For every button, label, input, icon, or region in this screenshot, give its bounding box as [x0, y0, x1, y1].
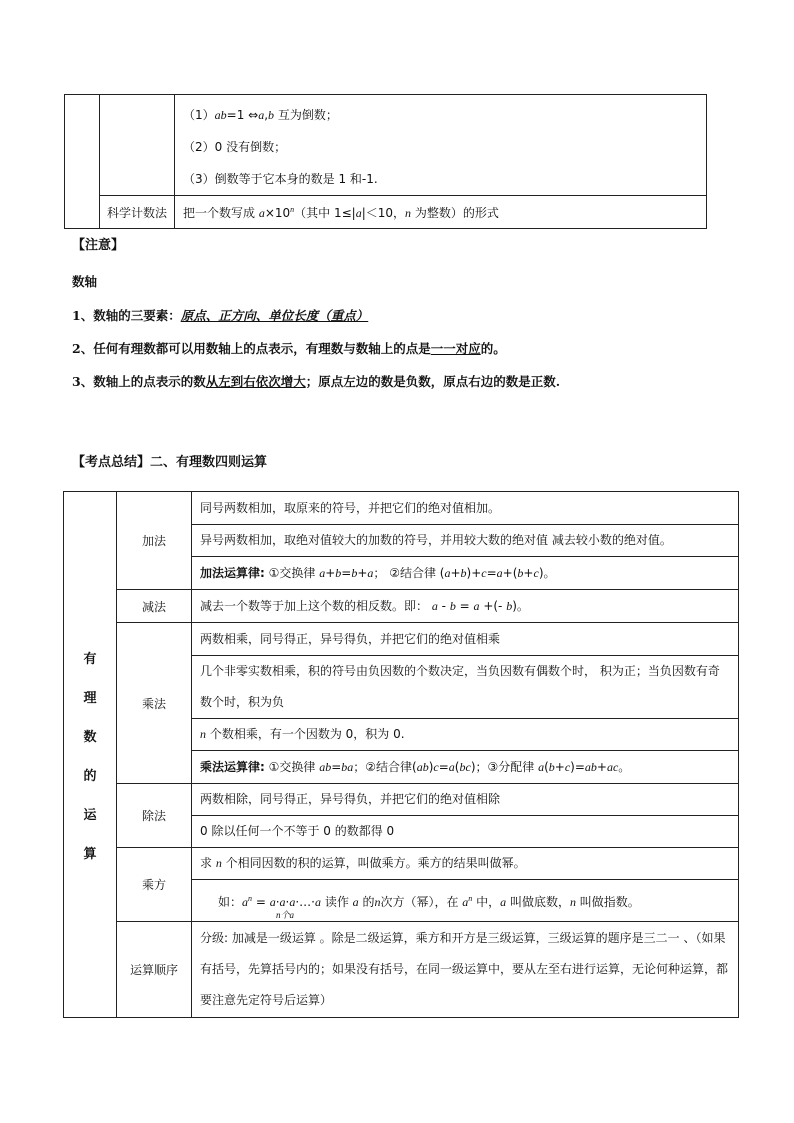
table-cell-blank [100, 95, 175, 196]
multiplication-rule-1: 两数相乘，同号得正，异号得负，并把它们的绝对值相乘 [192, 623, 739, 656]
section-title: 【考点总结】二、有理数四则运算 [72, 455, 268, 470]
table-cell-blank [65, 95, 100, 229]
subtraction-rule: 减去一个数等于加上这个数的相反数。即： a - b = a +(- b)。 [192, 590, 739, 623]
note-line-1: 1、数轴的三要素：原点、正方向、单位长度（重点） [72, 308, 369, 323]
note-heading: 【注意】 [72, 238, 125, 253]
multiplication-law: 乘法运算律: ①交换律 ab=ba；②结合律(ab)c=a(bc)；③分配律 a(b+c)=ab+ac。 [192, 751, 739, 784]
table-row [64, 590, 739, 623]
power-label: 乘方 [117, 848, 192, 922]
reciprocal-rule-1: （1）ab=1 ⇔a,b 互为倒数； [183, 108, 338, 122]
reciprocal-rule-3: （3）倒数等于它本身的数是 1 和-1. [183, 172, 378, 186]
table-row [65, 196, 707, 229]
multiplication-rule-3: n 个数相乘，有一个因数为 0，积为 0. [192, 719, 739, 751]
addition-rule-1: 同号两数相加，取原来的符号，并把它们的绝对值相加。 [192, 492, 739, 525]
reciprocal-rules [175, 95, 707, 196]
power-rule-2: 如：$a^n$ = a·a·a·…·a n个a 读作 a 的n次方（幂），在 $a^n$ 中，a 叫做底数，n 叫做指数。 [192, 880, 739, 922]
addition-label: 加法 [117, 492, 192, 590]
table-row [64, 848, 739, 880]
table-row [64, 922, 739, 1018]
reciprocal-rule-2: （2）0 没有倒数； [183, 140, 287, 154]
note-subtitle: 数轴 [72, 274, 98, 289]
table-row [65, 95, 707, 196]
category-cell: 有 理 数 的 运 算 [64, 492, 117, 1018]
sci-notation-text: 把一个数写成 $a\times 10^n$（其中 1≤|a|＜10，n 为整数）的形式 [175, 196, 707, 229]
subtraction-label: 减法 [117, 590, 192, 623]
division-rule-2: 0 除以任何一个不等于 0 的数都得 0 [192, 816, 739, 848]
table-row [64, 492, 739, 525]
rational-operations-table [63, 491, 739, 1018]
table-row [64, 784, 739, 816]
note-line-2: 2、任何有理数都可以用数轴上的点表示，有理数与数轴上的点是一一对应的。 [72, 341, 506, 356]
multiplication-rule-2: 几个非零实数相乘，积的符号由负因数的个数决定，当负因数有偶数个时， 积为正；当负因数有奇数个时，积为负 [192, 656, 739, 719]
sci-notation-label: 科学计数法 [100, 196, 175, 229]
table-row [64, 623, 739, 656]
operation-order-label: 运算顺序 [117, 922, 192, 1018]
division-rule-1: 两数相除，同号得正，异号得负，并把它们的绝对值相除 [192, 784, 739, 816]
multiplication-label: 乘法 [117, 623, 192, 784]
number-properties-table [64, 94, 707, 229]
operation-order-text: 分级: 加减是一级运算 。除是二级运算，乘方和开方是三级运算，三级运算的题序是三二一 、（如果有括号，先算括号内的；如果没有括号，在同一级运算中，要从左至右进行运算，无论何种运算，都要注意先定符号后运算） [192, 922, 739, 1018]
addition-rule-2: 异号两数相加，取绝对值较大的加数的符号，并用较大数的绝对值 减去较小数的绝对值。 [192, 525, 739, 557]
note-line-3: 3、数轴上的点表示的数从左到右依次增大；原点左边的数是负数，原点右边的数是正数. [72, 374, 561, 389]
division-label: 除法 [117, 784, 192, 848]
power-rule-1: 求 n 个相同因数的积的运算，叫做乘方。乘方的结果叫做幂。 [192, 848, 739, 880]
addition-law: 加法运算律: ①交换律 a+b=b+a； ②结合律 (a+b)+c=a+(b+c)。 [192, 557, 739, 590]
